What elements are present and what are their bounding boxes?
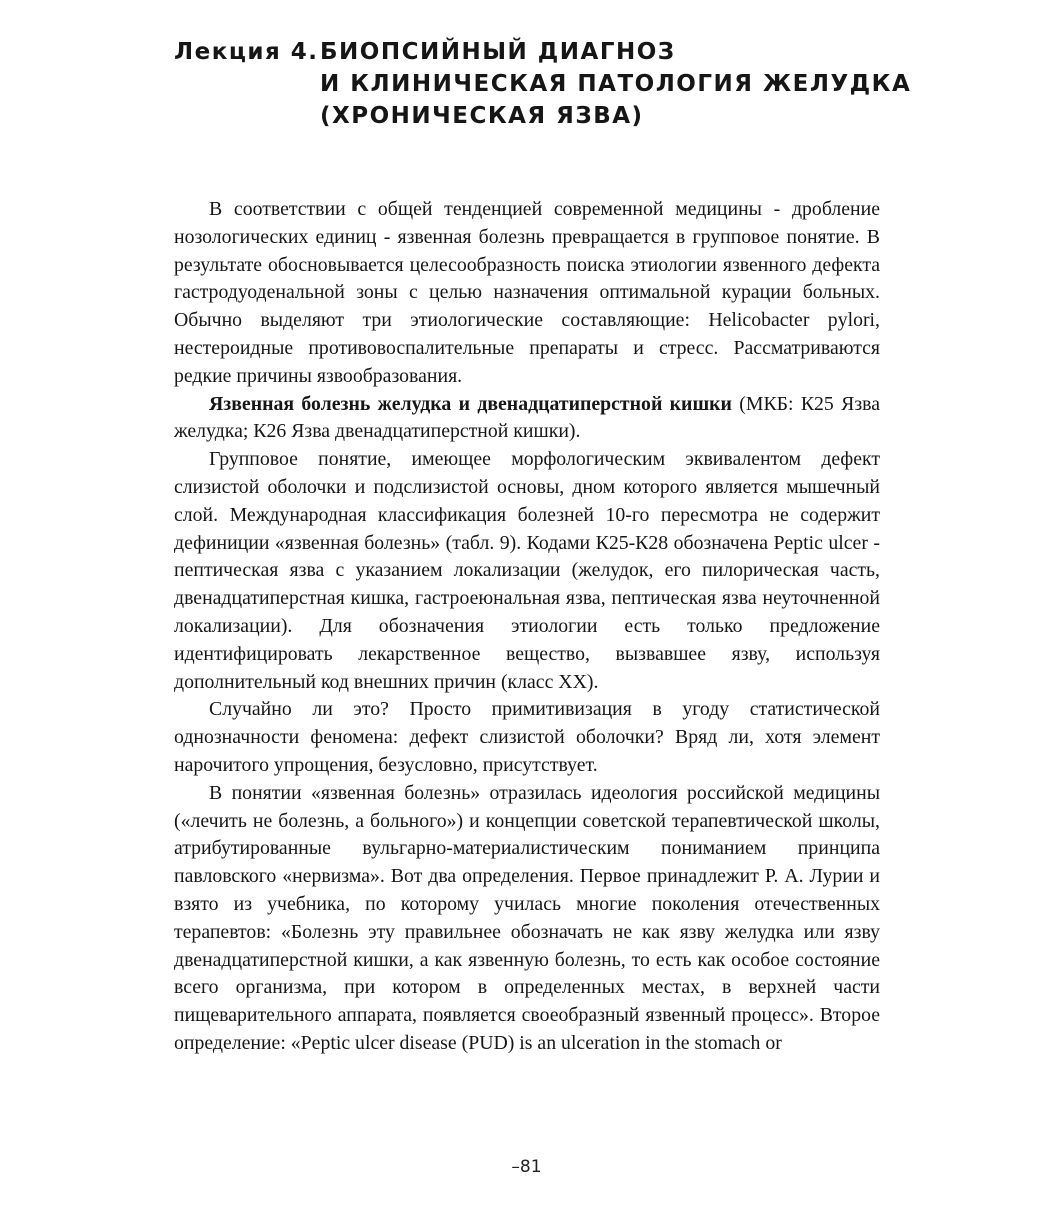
heading-line-2: И КЛИНИЧЕСКАЯ ПАТОЛОГИЯ ЖЕЛУДКА [320,71,912,97]
paragraph-1: В соответствии с общей тенденцией современной медицины - дробление нозологических единиц - язвенная болезнь превращается в групповое понятие. В результате обосновывается целесообразность поиска этиологии язвенного дефекта гастродуоденальной зоны с целью назначения оптимальной курации больных. Обычно выделяют три этиологические составляющие: Helicobacter pylori, нестероидные противовоспалительные препараты и стресс. Рассматриваются редкие причины язвообразования. [174,198,880,387]
body-text [174,196,880,1058]
paragraph-5: В понятии «язвенная болезнь» отразилась идеология российской медицины («лечить не болезнь, а больного») и концепции советской терапевтической школы, атрибутированные вульгарно-материалистическим пониманием принципа павловского «нервизма». Вот два определения. Первое принадлежит Р. А. Лурии и взято из учебника, по которому училась многие поколения отечественных терапевтов: «Болезнь эту правильнее обозначать не как язву желудка или язву двенадцатиперстной кишки, а как язвенную болезнь, то есть как особое состояние всего организма, при котором в определенных местах, в верхней части пищеварительного аппарата, появляется своеобразный язвенный процесс». Второе определение: «Peptic ulcer disease (PUD) is an ulceration in the stomach or [174,781,880,1054]
heading-line-3: (ХРОНИЧЕСКАЯ ЯЗВА) [320,103,644,129]
term-heading: Язвенная болезнь желудка и двенадцатиперстной кишки [209,392,732,415]
paragraph-2 [174,391,880,447]
icd-codes: (МКБ: К25 Язва желудка; К26 Язва двенадцатиперстной кишки). [174,392,880,443]
paragraph-4: Случайно ли это? Просто примитивизация в угоду статистической однозначности феномена: дефект слизистой оболочки? Вряд ли, хотя элемент нарочитого упрощения, безусловно, присутствует. [174,698,880,776]
page-number: –81 [511,1157,542,1177]
lecture-label: Лекция 4. [174,39,319,65]
lecture-heading [174,36,911,132]
paragraph-3: Групповое понятие, имеющее морфологическим эквивалентом дефект слизистой оболочки и подслизистой основы, дном которого является мышечный слой. Международная классификация болезней 10-го пересмотра не содержит дефиниции «язвенная болезнь» (табл. 9). Кодами К25-К28 обозначена Peptic ulcer - пептическая язва с указанием локализации (желудок, его пилорическая часть, двенадцатиперстная кишка, гастроеюнальная язва, пептическая язва неуточненной локализации). Для обозначения этиологии есть только предложение идентифицировать лекарственное вещество, вызвавшее язву, используя дополнительный код внешних причин (класс XX). [174,448,880,693]
heading-line-1: БИОПСИЙНЫЙ ДИАГНОЗ [320,39,676,65]
